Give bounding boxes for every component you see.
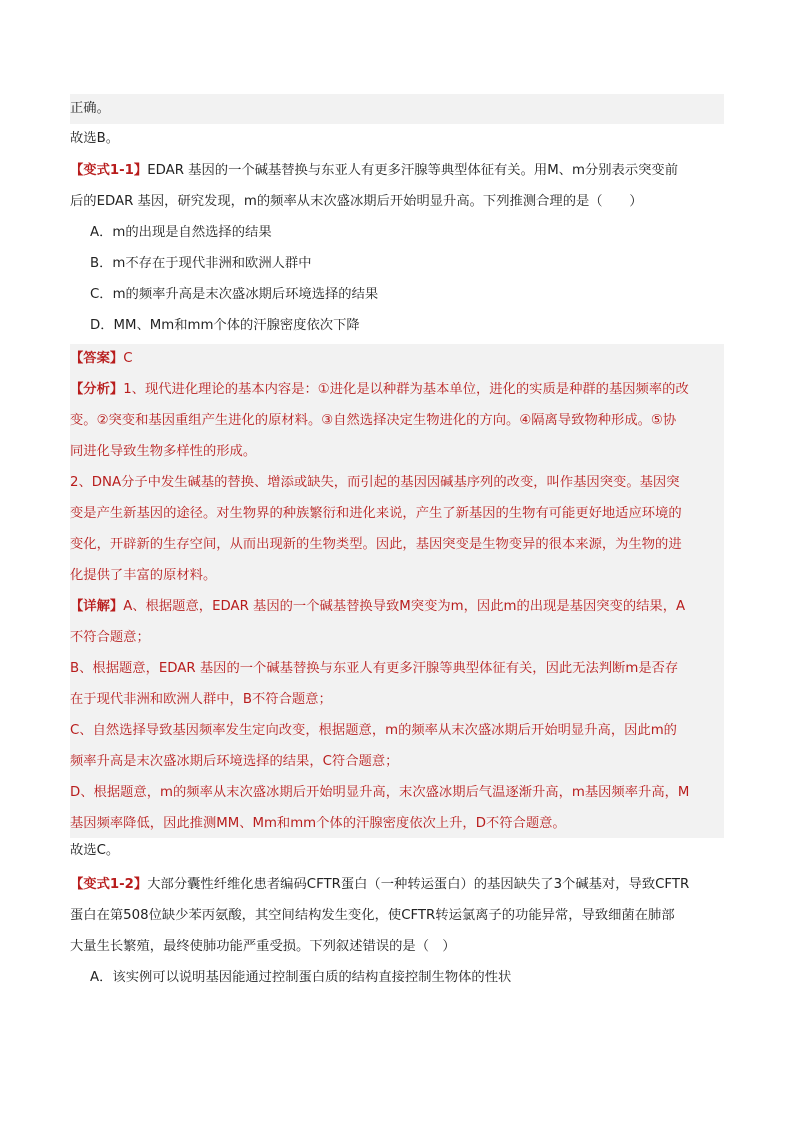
detail-line: 不符合题意； <box>70 630 150 645</box>
analysis-line: 变是产生新基因的途径。对生物界的种族繁衍和进化来说，产生了新基因的生物有可能更好地适应环境的 <box>70 506 682 521</box>
question-line: 蛋白在第508位缺少苯丙氨酸，其空间结构发生变化，使CFTR转运氯离子的功能异常，导致细菌在肺部 <box>70 908 675 923</box>
detail-label: 【详解】 <box>70 599 124 614</box>
solution-block <box>70 344 724 838</box>
answer-label: 【答案】 <box>70 351 124 366</box>
analysis-line: 2、DNA分子中发生碱基的替换、增添或缺失，而引起的基因因碱基序列的改变，叫作基因突变。基因突 <box>70 475 680 490</box>
analysis-line: 变化，开辟新的生存空间，从而出现新的生物类型。因此，基因突变是生物变异的很本来源，为生物的进 <box>70 537 682 552</box>
variant-label: 【变式1-2】 <box>70 877 148 892</box>
detail-line: B、根据题意，EDAR 基因的一个碱基替换与东亚人有更多汗腺等典型体征有关，因此无法判断m是否存 <box>70 661 679 676</box>
conclusion-line: 故选B。 <box>70 131 120 146</box>
detail-line: C、自然选择导致基因频率发生定向改变，根据题意，m的频率从末次盛冰期后开始明显升高，因此m的 <box>70 723 677 738</box>
question-line: 大量生长繁殖，最终使肺功能严重受损。下列叙述错误的是（ ） <box>70 939 456 954</box>
analysis-line: 【分析】1、现代进化理论的基本内容是：①进化是以种群为基本单位，进化的实质是种群的基因频率的改 <box>70 382 689 397</box>
question-variant-1-2 <box>70 870 724 994</box>
option-b: B．m不存在于现代非洲和欧洲人群中 <box>90 256 312 271</box>
conclusion-line: 故选C。 <box>70 843 120 858</box>
answer-value: C <box>123 351 133 366</box>
question-line: 【变式1-2】大部分囊性纤维化患者编码CFTR蛋白（一种转运蛋白）的基因缺失了3个碱基对，导致CFTR <box>70 877 690 892</box>
option-a: A．该实例可以说明基因能通过控制蛋白质的结构直接控制生物体的性状 <box>90 970 512 985</box>
previous-solution-tail <box>70 94 724 124</box>
option-c: C．m的频率升高是末次盛冰期后环境选择的结果 <box>90 287 379 302</box>
analysis-line: 同进化导致生物多样性的形成。 <box>70 444 257 459</box>
analysis-line: 变。②突变和基因重组产生进化的原材料。③自然选择决定生物进化的方向。④隔离导致物种形成。⑤协 <box>70 413 677 428</box>
option-a: A．m的出现是自然选择的结果 <box>90 225 272 240</box>
question-line: 【变式1-1】EDAR 基因的一个碱基替换与东亚人有更多汗腺等典型体征有关。用M、m分别表示突变前 <box>70 163 679 178</box>
answer-line <box>70 344 724 375</box>
document-page <box>70 94 724 994</box>
variant-label: 【变式1-1】 <box>70 163 148 178</box>
option-d: D．MM、Mm和mm个体的汗腺密度依次下降 <box>90 318 360 333</box>
text-line: 正确。 <box>70 101 110 116</box>
detail-line: 频率升高是末次盛冰期后环境选择的结果，C符合题意； <box>70 754 399 769</box>
detail-line: 在于现代非洲和欧洲人群中，B不符合题意； <box>70 692 332 707</box>
detail-line: D、根据题意，m的频率从末次盛冰期后开始明显升高，末次盛冰期后气温逐渐升高，m基因频率升高，M <box>70 785 690 800</box>
detail-line: 【详解】A、根据题意，EDAR 基因的一个碱基替换导致M突变为m，因此m的出现是基因突变的结果，A <box>70 599 686 614</box>
analysis-label: 【分析】 <box>70 382 124 397</box>
detail-line: 基因频率降低，因此推测MM、Mm和mm个体的汗腺密度依次上升，D不符合题意。 <box>70 816 566 831</box>
analysis-line: 化提供了丰富的原材料。 <box>70 568 217 583</box>
question-line: 后的EDAR 基因，研究发现，m的频率从末次盛冰期后开始明显升高。下列推测合理的是（ ） <box>70 194 643 209</box>
question-variant-1-1 <box>70 157 724 342</box>
